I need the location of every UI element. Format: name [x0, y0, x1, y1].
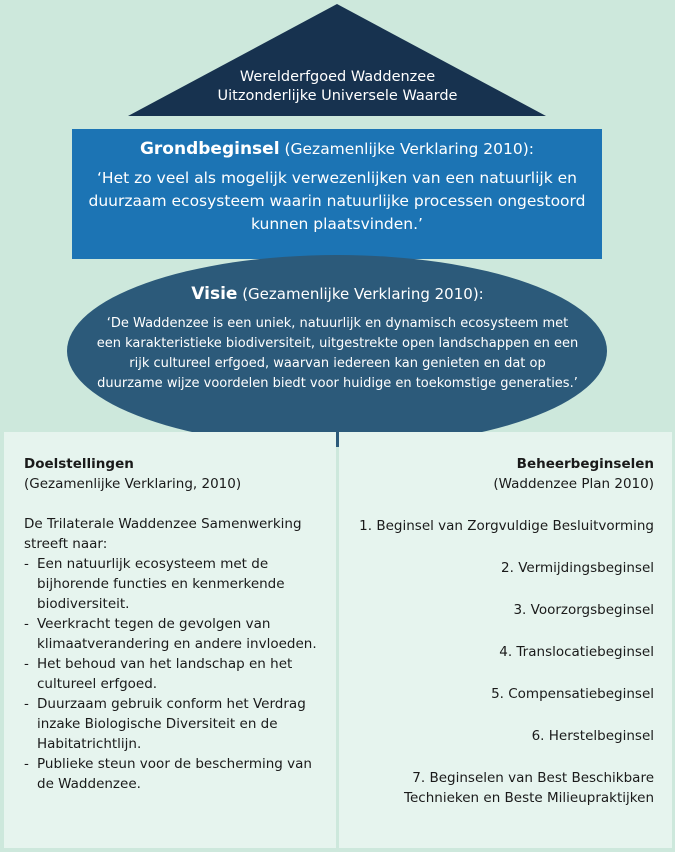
management-panel: [339, 432, 672, 848]
roof-line1: Werelderfgoed Waddenzee: [239, 69, 436, 85]
roof-line2: Uitzonderlijke Universele Waarde: [217, 88, 458, 104]
management-item: 2. Vermijdingsbeginsel: [501, 560, 654, 576]
vision-heading: [95, 284, 580, 304]
goal-item: - Een natuurlijk ecosysteem met de bijhorende functies en kenmerkende biodiversiteit.: [24, 556, 285, 612]
management-title: Beheerbeginselen: [516, 456, 654, 472]
management-item: 4. Translocatiebeginsel: [499, 644, 654, 660]
vision-content: [95, 284, 580, 394]
principle-title: Grondbeginsel: [139, 139, 280, 159]
goals-intro: De Trilaterale Waddenzee Samenwerking streeft naar:: [24, 516, 302, 552]
goal-text: Het behoud van het landschap en het cultureel erfgoed.: [37, 656, 293, 692]
principle-quote: ‘Het zo veel als mogelijk verwezenlijken van een natuurlijk en duurzaam ecosysteem waarin natuurlijke processen ongestoord kunnen plaatsvinden.’: [88, 169, 586, 233]
goal-item: - Veerkracht tegen de gevolgen van klimaatverandering en andere invloeden.: [24, 616, 317, 652]
management-item: 3. Voorzorgsbeginsel: [513, 602, 654, 618]
goal-text: Een natuurlijk ecosysteem met de bijhorende functies en kenmerkende biodiversiteit.: [37, 556, 285, 612]
goal-text: Veerkracht tegen de gevolgen van klimaatverandering en andere invloeden.: [37, 616, 317, 652]
goals-title: Doelstellingen: [24, 456, 134, 472]
vision-title: Visie: [191, 284, 238, 304]
management-item: 5. Compensatiebeginsel: [491, 686, 654, 702]
goals-list: [24, 554, 320, 794]
vision-source: (Gezamenlijke Verklaring 2010):: [237, 285, 484, 303]
vision-quote: ‘De Waddenzee is een uniek, natuurlijk en dynamisch ecosysteem met een karakteristieke biodiversiteit, uitgestrekte open landschappen en een rijk cultureel erfgoed, waarvan iedereen kan genieten en dat op duurzame wijze voordelen biedt voor huidige en toekomstige generaties.’: [96, 316, 579, 391]
goals-panel: [4, 432, 336, 848]
management-item: 6. Herstelbeginsel: [531, 728, 654, 744]
management-source: (Waddenzee Plan 2010): [493, 476, 654, 492]
goal-item: - Publieke steun voor de bescherming van de Waddenzee.: [24, 756, 312, 792]
goal-text: Publieke steun voor de bescherming van de Waddenzee.: [37, 756, 312, 792]
goal-text: Duurzaam gebruik conform het Verdrag inzake Biologische Diversiteit en de Habitatrichtlijn.: [37, 696, 306, 752]
goals-source: (Gezamenlijke Verklaring, 2010): [24, 476, 242, 492]
goal-item: - Duurzaam gebruik conform het Verdrag inzake Biologische Diversiteit en de Habitatrichtlijn.: [24, 696, 306, 752]
management-item: 1. Beginsel van Zorgvuldige Besluitvorming: [359, 518, 654, 534]
goal-item: - Het behoud van het landschap en het cultureel erfgoed.: [24, 656, 293, 692]
principle-source: (Gezamenlijke Verklaring 2010):: [279, 140, 535, 158]
management-item: 7. Beginselen van Best Beschikbare Technieken en Beste Milieupraktijken: [404, 770, 654, 806]
